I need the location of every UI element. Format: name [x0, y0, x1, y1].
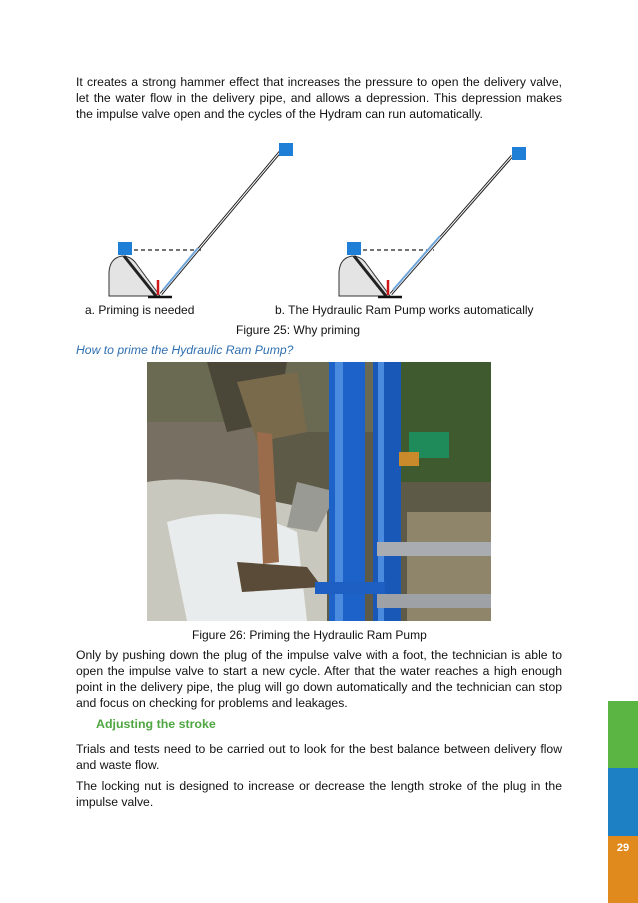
- page-number: 29: [616, 842, 630, 854]
- stroke-paragraph-1: Trials and tests need to be carried out to look for the best balance between delivery flow and waste flow.: [76, 742, 562, 772]
- priming-question-heading: How to prime the Hydraulic Ram Pump?: [76, 343, 294, 357]
- water-in-pipe-a: [163, 248, 198, 290]
- adjusting-stroke-heading: Adjusting the stroke: [96, 717, 216, 731]
- diagram-b-working-automatically: [339, 147, 526, 297]
- delivery-tank-b: [512, 147, 526, 160]
- side-tab-orange: [608, 836, 638, 903]
- side-tab-green: [608, 701, 638, 768]
- delivery-tank-a: [279, 143, 293, 156]
- figure-25-caption: Figure 25: Why priming: [236, 323, 361, 337]
- diagram-a-priming-needed: [109, 143, 293, 297]
- figure-25-label-b: b. The Hydraulic Ram Pump works automatically: [275, 303, 534, 317]
- intro-paragraph: It creates a strong hammer effect that increases the pressure to open the delivery valve, let the water flow in the delivery pipe, and allows a depression. This depression makes the impulse valve open and the cycles of the Hydram can run automatically.: [76, 75, 562, 121]
- stroke-paragraph-2: The locking nut is designed to increase or decrease the length stroke of the plug in the impulse valve.: [76, 779, 562, 809]
- water-level-b: [347, 242, 361, 255]
- priming-photo: [147, 362, 491, 621]
- water-level-a: [118, 242, 132, 255]
- side-tab-blue: [608, 768, 638, 836]
- figure-26-caption: Figure 26: Priming the Hydraulic Ram Pump: [192, 628, 427, 642]
- priming-paragraph: Only by pushing down the plug of the impulse valve with a foot, the technician is able to open the impulse valve to start a new cycle. After that the water reaches a high enough point in the delivery pipe, the plug will go down automatically and the technician can stop and focus on checking for problems and leakages.: [76, 648, 562, 710]
- figure-25-label-a: a. Priming is needed: [85, 303, 195, 317]
- water-in-pipe-b: [393, 236, 440, 290]
- figure-25-diagram: [0, 0, 638, 340]
